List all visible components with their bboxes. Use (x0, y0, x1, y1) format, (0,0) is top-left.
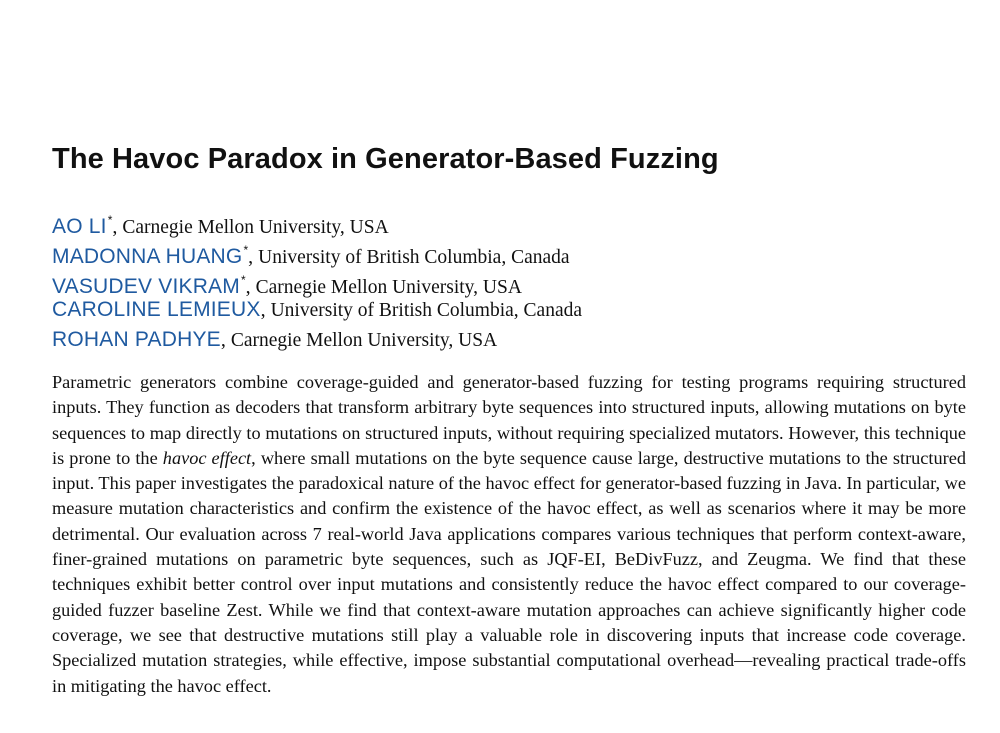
author-affiliation: University of British Columbia, Canada (258, 247, 570, 268)
author-name: MADONNA HUANG (52, 245, 243, 268)
abstract (52, 370, 966, 699)
author-separator: , (248, 246, 259, 268)
author-name: ROHAN PADHYE (52, 328, 221, 351)
author-affiliation: Carnegie Mellon University, USA (255, 277, 522, 298)
author-entry (52, 295, 966, 325)
author-entry (52, 325, 966, 355)
author-name: AO LI (52, 215, 107, 238)
author-entry (52, 235, 966, 268)
author-name: VASUDEV VIKRAM (52, 275, 240, 298)
abstract-text: , where small mutations on the byte sequence cause large, destructive mutations to the structured input. This paper investigates the paradoxical nature of the havoc effect for generator-based fuzzing in Java. In particular, we measure mutation characteristics and confirm the existence of the havoc effect, as well as scenarios where it may be more detrimental. Our evaluation across 7 real-world Java applications compares various techniques that perform context-aware, finer-grained mutations on parametric byte sequences, such as JQF-EI, BeDivFuzz, and Zeugma. We find that these techniques exhibit better control over input mutations and consistently reduce the havoc effect compared to our coverage-guided fuzzer baseline Zest. While we find that context-aware mutation approaches can achieve significantly higher code coverage, we see that destructive mutations still play a valuable role in discovering inputs that increase code coverage. Specialized mutation strategies, while effective, impose substantial computational overhead—revealing practical trade-offs in mitigating the havoc effect. (52, 447, 966, 696)
author-name: CAROLINE LEMIEUX (52, 298, 261, 321)
author-separator: , (220, 329, 231, 351)
author-entry (52, 265, 966, 298)
author-affiliation: Carnegie Mellon University, USA (122, 217, 389, 238)
abstract-emphasis: havoc effect (162, 447, 252, 468)
abstract-text: Parametric generators combine coverage-guided and generator-based fuzzing for testing programs requiring structured inputs. They function as decoders that transform arbitrary byte sequences into structured inputs, allowing mutations on byte sequences to map directly to mutations on structured inputs, without requiring specialized mutators. However, this technique is prone to the (52, 372, 966, 468)
author-separator: , (112, 216, 123, 238)
author-affiliation: University of British Columbia, Canada (270, 300, 583, 321)
author-entry (52, 205, 966, 238)
author-separator: , (260, 299, 271, 321)
equal-contribution-marker: * (107, 213, 113, 227)
author-separator: , (245, 276, 256, 298)
equal-contribution-marker: * (243, 243, 249, 257)
paper-title: The Havoc Paradox in Generator-Based Fuzzing (52, 143, 719, 175)
equal-contribution-marker: * (240, 273, 246, 287)
author-list (52, 205, 966, 355)
author-affiliation: Carnegie Mellon University, USA (230, 330, 498, 351)
